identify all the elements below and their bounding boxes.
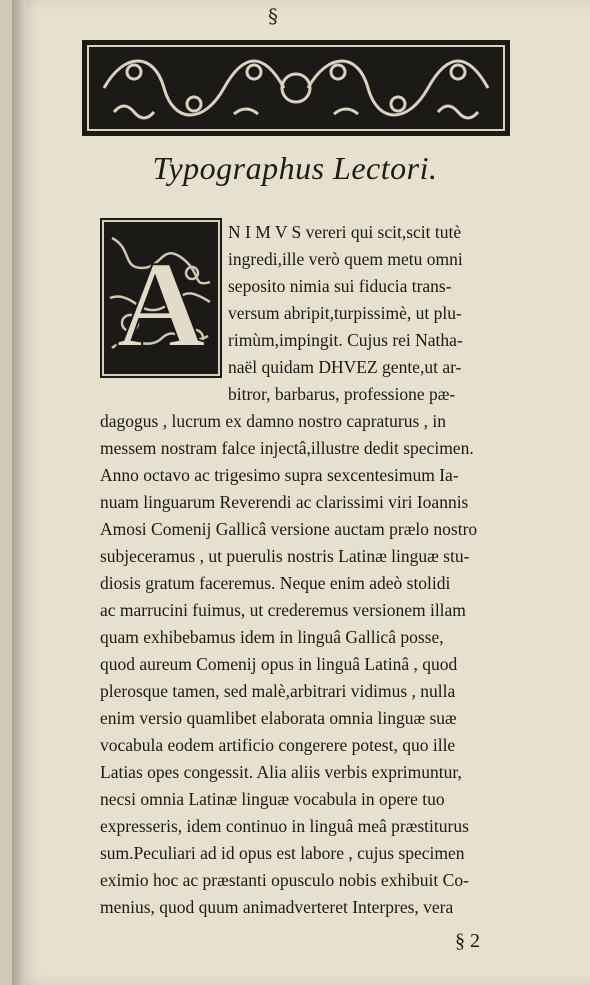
text-line: sum.Peculiari ad id opus est labore , cujus specimen <box>100 843 465 863</box>
text-line: bitror, barbarus, professione pæ- <box>228 384 456 404</box>
page-title: Typographus Lectori. <box>152 150 438 186</box>
text-line: ingredi,ille verò quem metu omni <box>228 249 463 269</box>
text-line: Anno octavo ac trigesimo supra sexcentesimum Ia- <box>100 465 459 485</box>
text-line: rimùm,impingit. Cujus rei Natha- <box>228 330 463 350</box>
catchword: § 2 <box>455 930 480 952</box>
text-line: quod aureum Comenij opus in linguâ Latinâ , quod <box>100 654 458 674</box>
text-line: enim versio quamlibet elaborata omnia linguæ suæ <box>100 708 457 728</box>
text-line: eximio hoc ac præstanti opusculo nobis exhibuit Co- <box>100 870 469 890</box>
text-line: expresseris, idem continuo in linguâ meâ præstiturus <box>100 816 469 836</box>
text-line: plerosque tamen, sed malè,arbitrari vidimus , nulla <box>100 681 456 701</box>
text-line: subjeceramus , ut puerulis nostris Latinæ linguæ stu- <box>100 546 470 566</box>
text-line: naël quidam DHVEZ gente,ut ar- <box>228 357 462 377</box>
text-line: Latias opes congessit. Alia aliis verbis exprimuntur, <box>100 762 462 782</box>
text-line: messem nostram falce injectâ,illustre dedit specimen. <box>100 438 474 458</box>
text-line: nuam linguarum Reverendi ac clarissimi viri Ioannis <box>100 492 469 512</box>
text-line: N I M V S vereri qui scit,scit tutè <box>228 222 462 242</box>
text-line: dagogus , lucrum ex damno nostro capraturus , in <box>100 411 447 431</box>
signature-mark: § <box>268 4 278 28</box>
text-line: Amosi Comenij Gallicâ versione auctam prælo nostro <box>100 519 478 539</box>
text-line: menius, quod quum animadverteret Interpres, vera <box>100 897 454 917</box>
text-line: necsi omnia Latinæ linguæ vocabula in opere tuo <box>100 789 445 809</box>
initial-letter: A <box>116 236 206 373</box>
text-line: vocabula eodem artificio congerere potest, quo ille <box>100 735 456 755</box>
text-line: versum abripit,turpissimè, ut plu- <box>228 303 462 323</box>
text-line: seposito nimia sui fiducia trans- <box>228 276 452 296</box>
text-line: ac marrucini fuimus, ut crederemus versionem illam <box>100 600 466 620</box>
text-line: quam exhibebamus idem in linguâ Gallicâ posse, <box>100 627 444 647</box>
text-line: diosis gratum faceremus. Neque enim adeò stolidi <box>100 573 451 593</box>
